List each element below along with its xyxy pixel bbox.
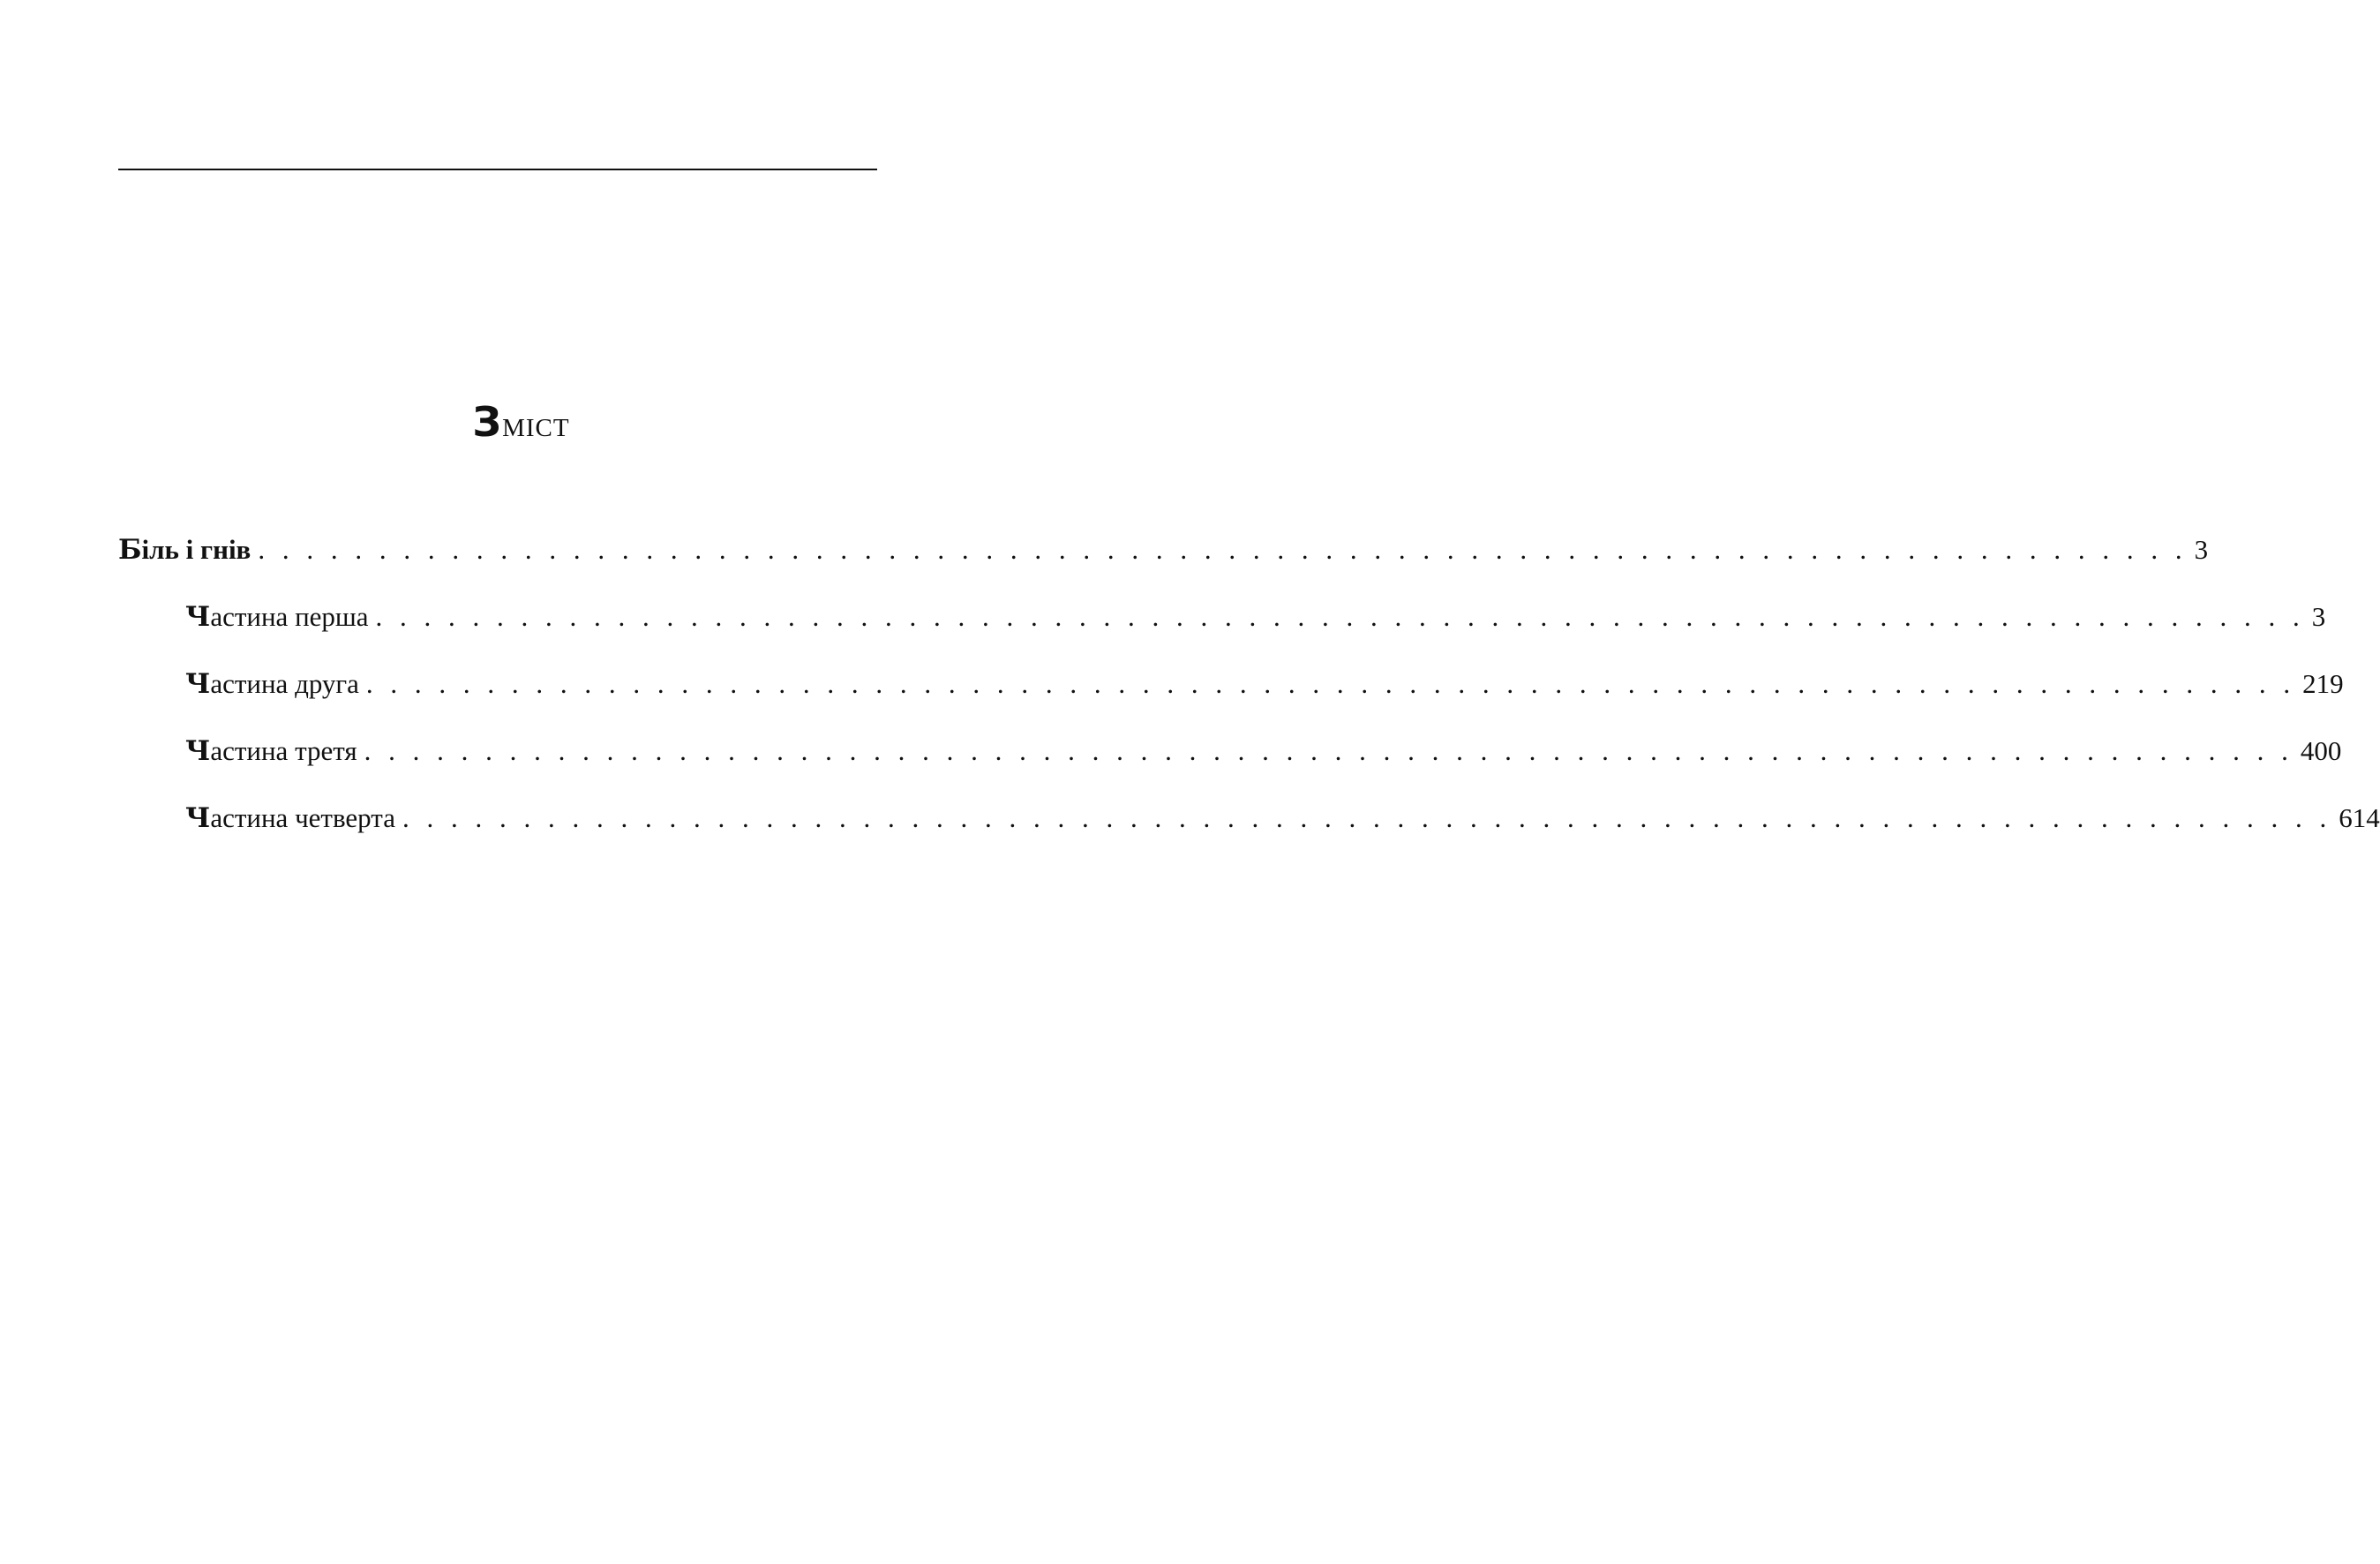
toc-entry-initial: Ч — [185, 802, 211, 834]
toc-entry-label — [185, 666, 359, 702]
toc-entry-text: астина четверта — [210, 802, 395, 833]
toc-entry-initial: Ч — [185, 735, 211, 767]
dot-leader: . . . . . . . . . . . . . . . . . . . . . . . . . . . . . . . . . . . . . . . . . . . . . . . . . . . . . . . . . . . . . . . . . . . . . . . . . . . . . . . . — [375, 601, 2305, 632]
top-rule — [118, 169, 877, 170]
toc-entry-label — [185, 733, 357, 769]
toc-entry-part-1[interactable] — [185, 599, 2326, 635]
title-initial: З — [472, 398, 503, 446]
dot-leader: . . . . . . . . . . . . . . . . . . . . . . . . . . . . . . . . . . . . . . . . . . . . . . . . . . . . . . . . . . . . . . . . . . . . . . . . . . . . . . . . — [402, 802, 2332, 833]
toc-entry-initial: Ч — [185, 601, 211, 633]
toc-page-number: 3 — [2311, 601, 2326, 632]
toc-entry-part-4[interactable] — [185, 801, 2380, 836]
toc-entry-text: астина третя — [210, 735, 357, 766]
toc-entry-initial: Б — [118, 534, 142, 566]
toc-entry-text: астина друга — [210, 668, 359, 699]
toc-page-number: 400 — [2300, 735, 2342, 766]
toc-page-number: 3 — [2194, 534, 2209, 565]
dot-leader: . . . . . . . . . . . . . . . . . . . . . . . . . . . . . . . . . . . . . . . . . . . . . . . . . . . . . . . . . . . . . . . . . . . . . . . . . . . . . . . . — [258, 534, 2188, 565]
toc-entry-main[interactable] — [118, 532, 2209, 568]
dot-leader: . . . . . . . . . . . . . . . . . . . . . . . . . . . . . . . . . . . . . . . . . . . . . . . . . . . . . . . . . . . . . . . . . . . . . . . . . . . . . . . . — [365, 668, 2296, 699]
toc-entry-part-2[interactable] — [185, 666, 2344, 702]
toc-page-number: 614 — [2339, 802, 2380, 833]
toc-entry-text: астина перша — [210, 601, 369, 632]
dot-leader: . . . . . . . . . . . . . . . . . . . . . . . . . . . . . . . . . . . . . . . . . . . . . . . . . . . . . . . . . . . . . . . . . . . . . . . . . . . . . . . . — [364, 735, 2294, 766]
toc-entry-initial: Ч — [185, 668, 211, 700]
toc-entry-label — [185, 801, 395, 836]
toc-entry-text: іль і гнів — [141, 534, 252, 565]
page-title — [0, 398, 1042, 446]
toc-entry-label — [185, 599, 369, 635]
toc-entry-label — [118, 532, 251, 568]
toc-entry-part-3[interactable] — [185, 733, 2342, 769]
title-rest: міст — [502, 404, 570, 445]
toc-page-number: 219 — [2302, 668, 2344, 699]
